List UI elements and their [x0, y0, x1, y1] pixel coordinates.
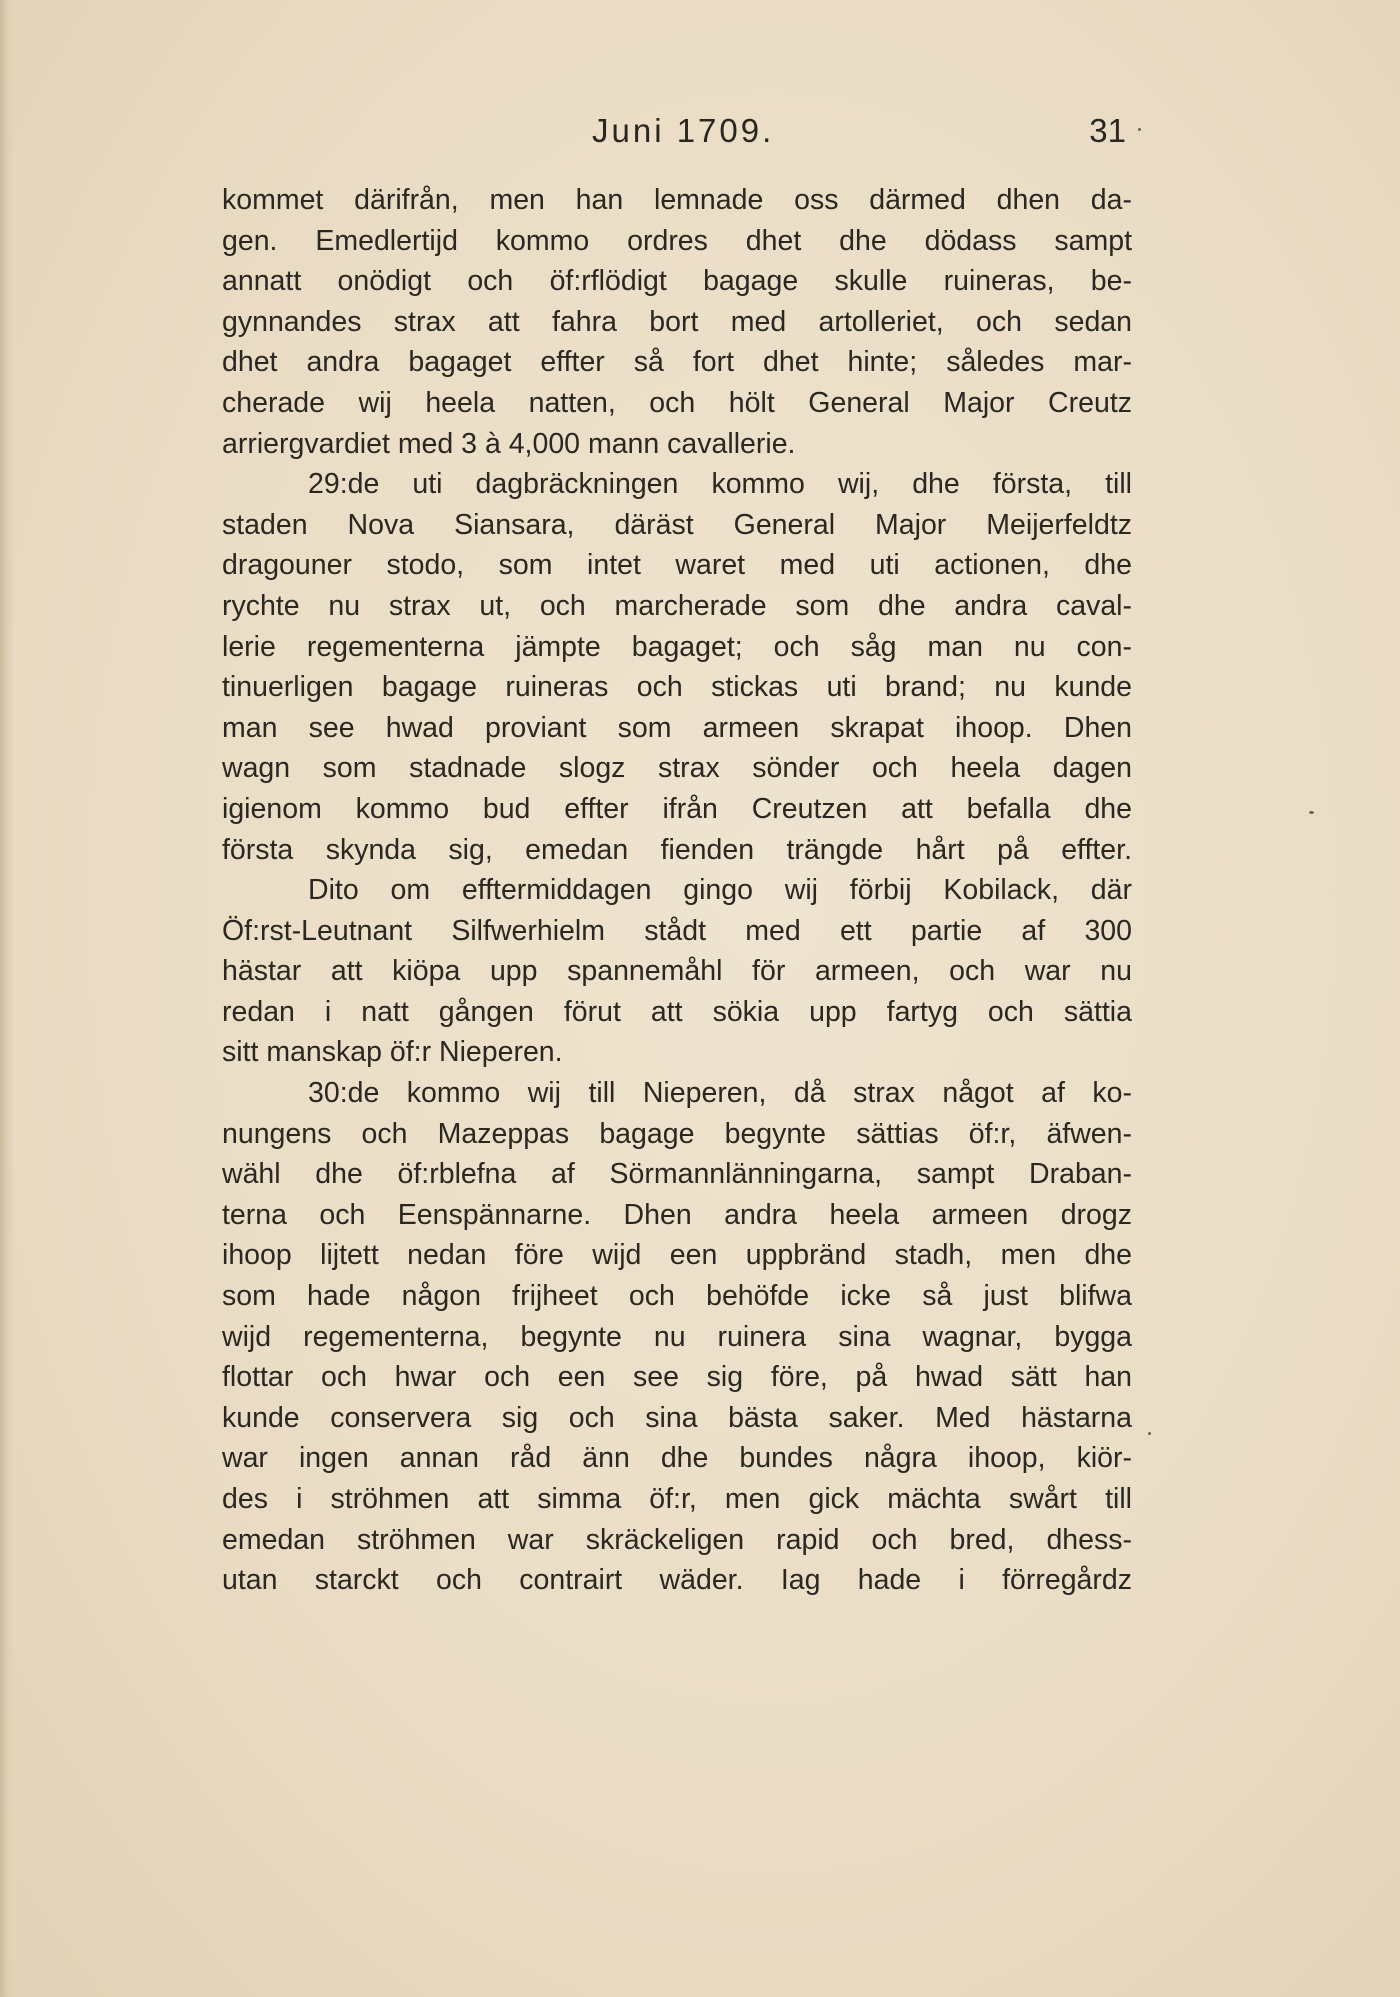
text-line: kommet därifrån, men han lemnade oss därmed dhen da-: [222, 184, 1132, 216]
text-line: rychte nu strax ut, och marcherade som dhe andra caval-: [222, 589, 1132, 622]
text-line: tinuerligen bagage ruineras och stickas uti brand; nu kunde: [222, 671, 1132, 704]
text-line: man see hwad proviant som armeen skrapat ihoop. Dhen: [222, 711, 1132, 744]
text-line: arriergvardiet med 3 à 4,000 mann cavallerie.: [222, 427, 796, 460]
text-line: redan i natt gången förut att sökia upp fartyg och sättia: [222, 995, 1132, 1028]
text-line-indented: Dito om efftermiddagen gingo wij förbij Kobilack, där: [308, 874, 1132, 907]
text-line: staden Nova Siansara, däräst General Major Meijerfeldtz: [222, 508, 1132, 541]
paper-speck: [1138, 128, 1141, 131]
text-line: lerie regementerna jämpte bagaget; och såg man nu con-: [222, 630, 1132, 663]
text-line: ihoop lijtett nedan före wijd een uppbränd stadh, men dhe: [222, 1239, 1132, 1272]
body-text: [222, 180, 1132, 1601]
text-line: dhet andra bagaget effter så fort dhet hinte; således mar-: [222, 346, 1132, 379]
text-line: första skynda sig, emedan fienden trängde hårt på effter.: [222, 833, 1132, 866]
text-line: nungens och Mazeppas bagage begynte sättias öf:r, äfwen-: [222, 1117, 1132, 1150]
text-line: annatt onödigt och öf:rflödigt bagage skulle ruineras, be-: [222, 265, 1132, 298]
text-line: kunde conservera sig och sina bästa saker. Med hästarna: [222, 1401, 1132, 1434]
text-line: cherade wij heela natten, och hölt General Major Creutz: [222, 386, 1132, 419]
text-line: terna och Eenspännarne. Dhen andra heela armeen drogz: [222, 1198, 1132, 1231]
running-head: [222, 112, 1132, 158]
text-line: gen. Emedlertijd kommo ordres dhet dhe dödass sampt: [222, 224, 1132, 257]
text-line-indented: 30:de kommo wij till Nieperen, då strax något af ko-: [308, 1077, 1132, 1110]
text-line: dragouner stodo, som intet waret med uti actionen, dhe: [222, 549, 1132, 582]
page-number: 31: [1089, 112, 1126, 149]
text-line: som hade någon frijheet och behöfde icke så just blifwa: [222, 1280, 1132, 1313]
text-line: igienom kommo bud effter ifrån Creutzen att befalla dhe: [222, 792, 1132, 825]
text-line: wijd regementerna, begynte nu ruinera sina wagnar, bygga: [222, 1320, 1132, 1353]
page-binding-edge: [0, 0, 14, 1997]
text-line: Öf:rst-Leutnant Silfwerhielm stådt med ett partie af 300: [222, 914, 1132, 947]
paper-speck: [1148, 1432, 1151, 1435]
text-line: war ingen annan råd änn dhe bundes några ihoop, kiör-: [222, 1442, 1132, 1475]
paper-speck: [1309, 811, 1314, 814]
text-line: sitt manskap öf:r Nieperen.: [222, 1036, 563, 1069]
text-line: wähl dhe öf:rblefna af Sörmannlänningarna, sampt Draban-: [222, 1158, 1132, 1191]
text-line: emedan ströhmen war skräckeligen rapid och bred, dhess-: [222, 1523, 1132, 1556]
text-line: hästar att kiöpa upp spannemåhl för armeen, och war nu: [222, 955, 1132, 988]
text-line: flottar och hwar och een see sig före, på hwad sätt han: [222, 1361, 1132, 1394]
text-line: des i ströhmen att simma öf:r, men gick mächta swårt till: [222, 1483, 1132, 1515]
text-line: utan starckt och contrairt wäder. Iag hade i förregårdz: [222, 1564, 1132, 1597]
text-line: wagn som stadnade slogz strax sönder och heela dagen: [222, 752, 1132, 785]
running-title: Juni 1709.: [592, 112, 775, 149]
text-line-indented: 29:de uti dagbräckningen kommo wij, dhe första, till: [308, 468, 1132, 501]
text-line: gynnandes strax att fahra bort med artolleriet, och sedan: [222, 305, 1132, 338]
